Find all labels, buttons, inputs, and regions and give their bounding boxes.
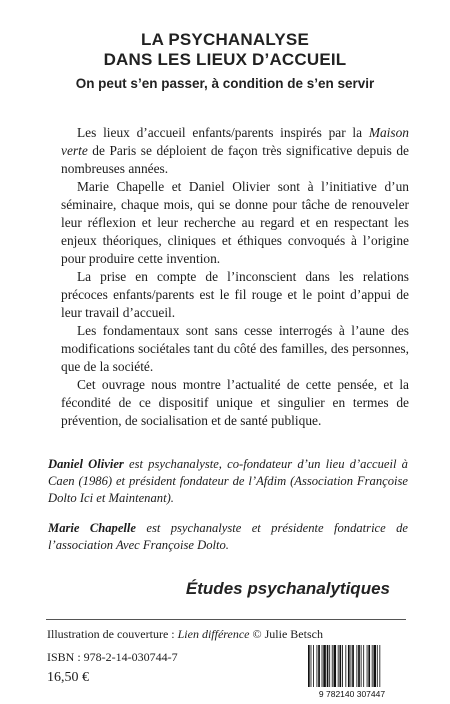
- credit-label: Illustration de couverture :: [47, 627, 178, 641]
- book-title-line1: LA PSYCHANALYSE: [141, 30, 309, 49]
- author-bio-text: est psychanalyste, co-fondateur d’un lieu d’accueil à Caen (1986) et président fondateur de l’Afdim (Association Françoise Dolto Ici et Maintenant).: [48, 457, 408, 505]
- barcode-bar: [339, 645, 341, 687]
- barcode-bar: [356, 645, 357, 687]
- blurb-p1-end: de Paris se déploient de façon très significative depuis de nombreuses années.: [61, 143, 409, 176]
- barcode-bar: [327, 645, 329, 687]
- barcode-bar: [373, 645, 376, 687]
- barcode-bar: [311, 645, 312, 687]
- blurb-paragraph: La prise en compte de l’inconscient dans les relations précoces enfants/parents est le fil rouge et le point d’appui de leur travail d’accueil.: [61, 269, 409, 320]
- barcode-bar: [332, 645, 333, 687]
- barcode-bar: [348, 645, 350, 687]
- barcode-bar: [372, 645, 373, 687]
- barcode-bar: [363, 645, 364, 687]
- blurb-paragraph: [61, 124, 409, 178]
- barcode-bar: [351, 645, 352, 687]
- author-bio: [48, 456, 408, 507]
- collection-name: Études psychanalytiques: [185, 579, 390, 598]
- book-subtitle: On peut s’en passer, à condition de s’en servir: [75, 76, 375, 91]
- blurb-paragraph: Les fondamentaux sont sans cesse interrogés à l’aune des modifications sociétales tant du côté des familles, des personnes, que de la société.: [61, 323, 409, 374]
- barcode-bar: [361, 645, 362, 687]
- barcode-bar: [342, 645, 343, 687]
- credit-artist: © Julie Betsch: [249, 627, 323, 641]
- barcode-bar: [367, 645, 368, 687]
- barcode-bar: [329, 645, 330, 687]
- maison-verte-title: Maison verte: [61, 125, 409, 158]
- blurb-paragraph: Marie Chapelle et Daniel Olivier sont à l’initiative d’un séminaire, chaque mois, qui se donne pour tâche de renouveler leur réflexion et leur recherche au regard et en respectant les enjeux théoriques, cliniques et éthiques convoqués à l’origine pour produire cette invention.: [61, 179, 409, 266]
- cover-credit: [47, 627, 323, 642]
- barcode-bar: [322, 645, 323, 687]
- barcode-digits: 9 782140 307447: [318, 689, 386, 699]
- blurb-paragraph: Cet ouvrage nous montre l’actualité de cette pensée, et la fécondité de ce dispositif unique et singulier en termes de prévention, de socialisation et de santé publique.: [61, 377, 409, 428]
- barcode-bar: [318, 645, 320, 687]
- barcode-bar: [317, 645, 318, 687]
- barcode-bar: [352, 645, 354, 687]
- isbn: ISBN : 978-2-14-030744-7: [47, 650, 178, 664]
- barcode-bar: [377, 645, 378, 687]
- blurb-p1-start: Les lieux d’accueil enfants/parents inspirés par la: [77, 125, 369, 140]
- author-bio: [48, 520, 408, 554]
- illustration-title: Lien différence: [177, 627, 250, 641]
- author-name: Daniel Olivier: [48, 457, 124, 471]
- isbn-barcode: [302, 643, 402, 699]
- author-bio-text: est psychanalyste et présidente fondatrice de l’association Avec Françoise Dolto.: [48, 521, 408, 552]
- barcode-bar: [338, 645, 339, 687]
- barcode-bar: [358, 645, 360, 687]
- book-title-line2: DANS LES LIEUX D’ACCUEIL: [103, 50, 347, 69]
- barcode-bar: [379, 645, 380, 687]
- author-name: Marie Chapelle: [48, 521, 137, 535]
- back-cover-blurb: [61, 124, 409, 430]
- barcode-bar: [323, 645, 326, 687]
- barcode-bar: [334, 645, 337, 687]
- barcode-bar: [308, 645, 310, 687]
- footer-divider: [46, 619, 406, 620]
- price: 16,50 €: [47, 670, 89, 685]
- barcode-bar: [345, 645, 346, 687]
- barcode-bar: [368, 645, 370, 687]
- barcode-bar: [313, 645, 314, 687]
